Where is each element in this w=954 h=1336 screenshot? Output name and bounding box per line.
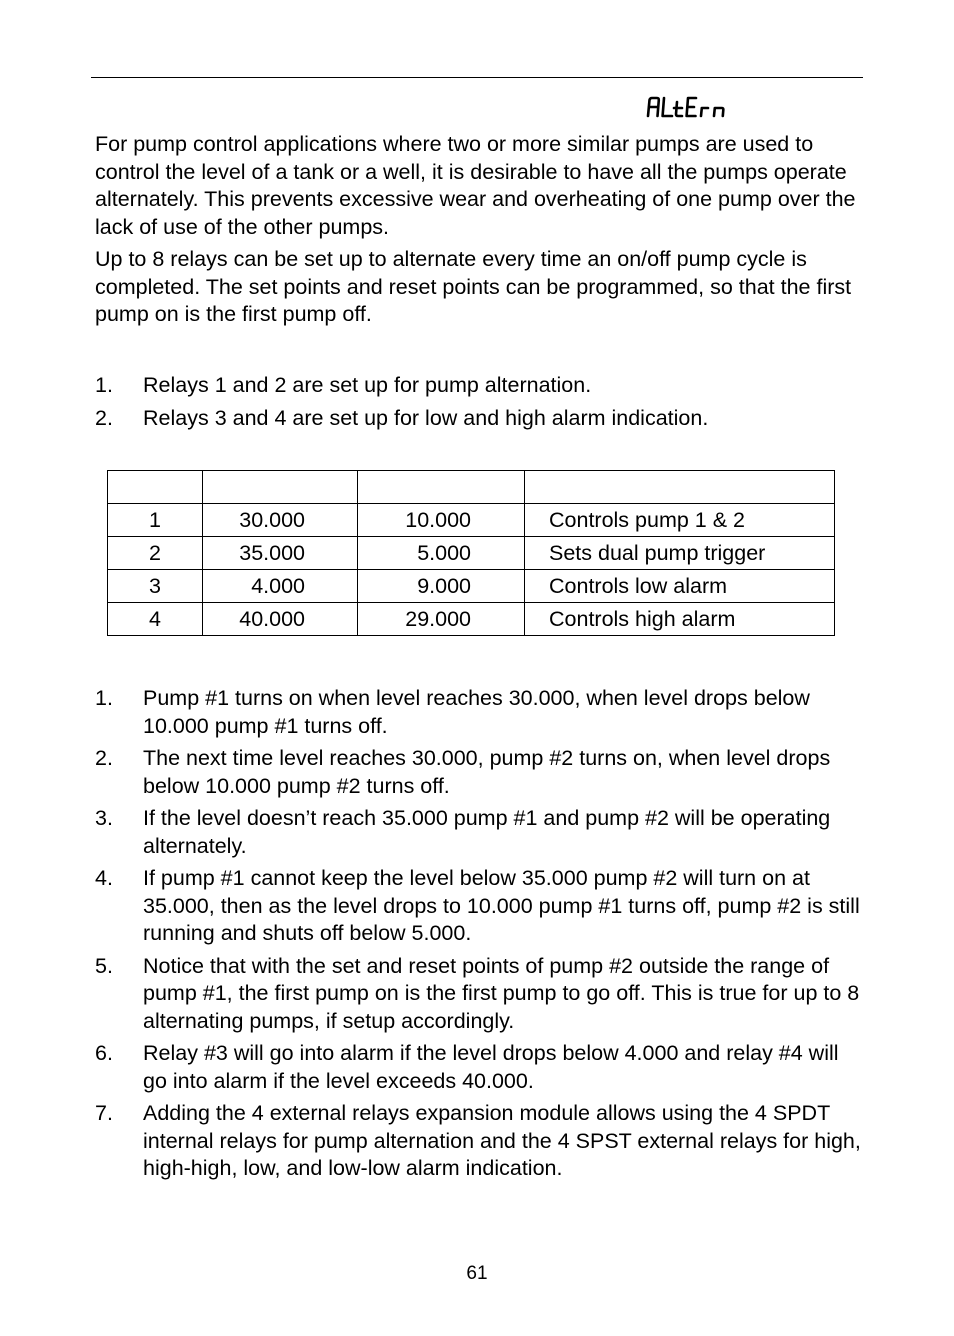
reset-point-cell: 9.000: [358, 570, 525, 603]
reset-point-cell: 5.000: [358, 537, 525, 570]
intro-paragraph-2: Up to 8 relays can be set up to alternate every time an on/off pump cycle is completed. The set points and reset points can be programmed, so that the first pump on is the first pump off.: [95, 247, 852, 326]
reset-point-cell: 29.000: [358, 603, 525, 636]
list-item-text: Adding the 4 external relays expansion module allows using the 4 SPDT internal relays for pump alternation and the 4 SPST external relays for high, high-high, low, and low-low alarm indication.: [143, 1101, 861, 1180]
set-point-cell: 4.000: [203, 570, 358, 603]
table-header-cell: [203, 471, 358, 504]
list-item-number: 6.: [95, 1041, 113, 1065]
list-item-number: 4.: [95, 866, 113, 890]
relay-number-cell: 4: [108, 603, 203, 636]
intro-paragraph-1: For pump control applications where two or more similar pumps are used to control the level of a tank or a well, it is desirable to have all the pumps operate alternately. This prevents excessive wear and overheating of one pump over the lack of use of the other pumps.: [95, 132, 856, 239]
table-header-cell: [108, 471, 203, 504]
list-item-text: Notice that with the set and reset points of pump #2 outside the range of pump #1, the first pump on is the first pump to go off. This is true for up to 8 alternating pumps, if setup accordingly.: [143, 953, 860, 1033]
set-point-cell: 35.000: [203, 537, 358, 570]
table-header-cell: [358, 471, 525, 504]
alternate-mode-display: [646, 94, 738, 124]
list-item-number: 1.: [95, 373, 113, 397]
list-item: [95, 745, 865, 800]
relay-number-cell: 1: [108, 504, 203, 537]
list-item: [95, 685, 865, 740]
list-item-number: 2.: [95, 746, 113, 770]
list-item-number: 7.: [95, 1101, 113, 1125]
list-item-number: 3.: [95, 806, 113, 830]
list-item: [95, 405, 865, 433]
relay-number-cell: 2: [108, 537, 203, 570]
table-header-cell: [525, 471, 835, 504]
table-row: [108, 537, 835, 570]
relay-number-cell: 3: [108, 570, 203, 603]
list-item: [95, 953, 865, 1036]
list-item-text: Relay #3 will go into alarm if the level drops below 4.000 and relay #4 will go into alarm if the level exceeds 40.000.: [143, 1041, 839, 1093]
list-item-text: Relays 3 and 4 are set up for low and high alarm indication.: [143, 405, 709, 430]
relay-settings-table: [107, 470, 835, 636]
list-item-text: Pump #1 turns on when level reaches 30.000, when level drops below 10.000 pump #1 turns off.: [143, 686, 810, 738]
list-item-text: If the level doesn’t reach 35.000 pump #1 and pump #2 will be operating alternately.: [143, 806, 831, 858]
header-rule: [91, 77, 863, 78]
table-row: [108, 504, 835, 537]
page-number: 61: [466, 1263, 488, 1284]
table-row: [108, 570, 835, 603]
description-cell: Controls low alarm: [525, 570, 835, 603]
list-item-number: 1.: [95, 686, 113, 710]
list-item-number: 5.: [95, 953, 113, 978]
list-item: [95, 805, 865, 860]
set-point-cell: 30.000: [203, 504, 358, 537]
list-item: [95, 865, 865, 948]
list-item: [95, 1040, 865, 1095]
list-item-text: The next time level reaches 30.000, pump #2 turns on, when level drops below 10.000 pump #2 turns off.: [143, 746, 831, 798]
alternate-mode-text: ALtErn: [646, 122, 650, 123]
list-item: [95, 372, 865, 400]
description-cell: Controls high alarm: [525, 603, 835, 636]
reset-point-cell: 10.000: [358, 504, 525, 537]
description-cell: Controls pump 1 & 2: [525, 504, 835, 537]
description-cell: Sets dual pump trigger: [525, 537, 835, 570]
list-item-text: If pump #1 cannot keep the level below 35.000 pump #2 will turn on at 35.000, then as the level drops to 10.000 pump #1 turns off, pump #2 is still running and shuts off below 5.000.: [143, 866, 860, 945]
setup-list: [95, 372, 865, 437]
table-row: [108, 603, 835, 636]
table-header-row: [108, 471, 835, 504]
operation-list: [95, 685, 865, 1188]
list-item-text: Relays 1 and 2 are set up for pump alternation.: [143, 373, 592, 397]
list-item: [95, 1100, 865, 1183]
list-item-number: 2.: [95, 405, 113, 430]
set-point-cell: 40.000: [203, 603, 358, 636]
